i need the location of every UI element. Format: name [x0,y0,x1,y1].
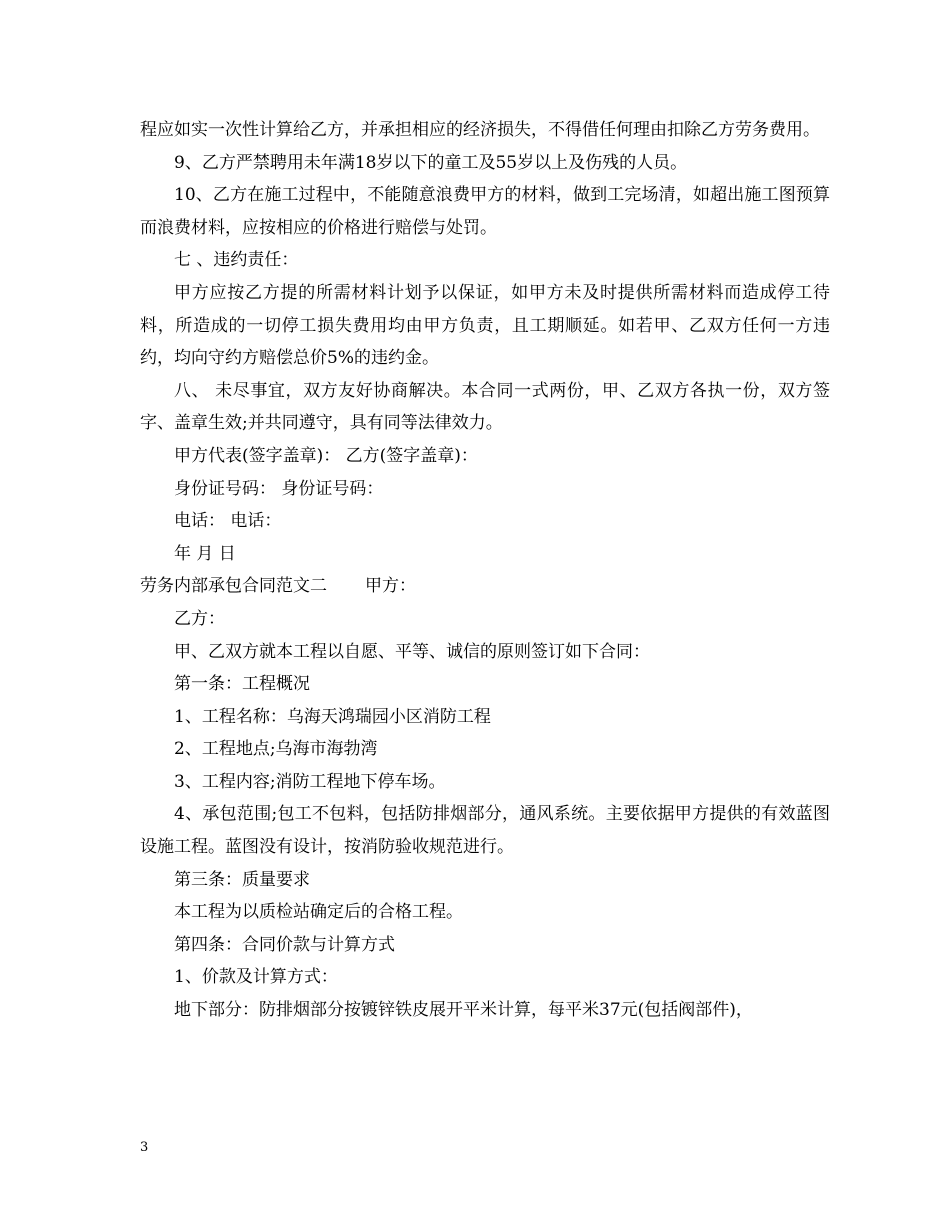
paragraph: 程应如实一次性计算给乙方，并承担相应的经济损失，不得借任何理由扣除乙方劳务费用。 [140,120,820,140]
section-heading-line [140,570,830,603]
paragraph: 甲方应按乙方提的所需材料计划予以保证，如甲方未及时提供所需材料而造成停工待料，所造成的一切停工损失费用均由甲方负责，且工期顺延。如若甲、乙双方任何一方违约，均向守约方赔偿总价5%的违约金。 [140,282,830,369]
paragraph: 甲、乙双方就本工程以自愿、平等、诚信的原则签订如下合同： [174,641,650,662]
paragraph: 乙方： [174,608,225,629]
paragraph: 2、工程地点;乌海市海勃湾 [174,739,378,760]
page-number: 3 [140,1140,149,1155]
paragraph: 1、工程名称：乌海天鸿瑞园小区消防工程 [174,706,491,727]
paragraph: 第三条：质量要求 [174,869,310,890]
paragraph: 年 月 日 [174,543,236,564]
paragraph: 本工程为以质检站确定后的合格工程。 [174,902,463,923]
paragraph-group-1 [140,114,830,570]
paragraph-group-2 [140,603,830,1027]
paragraph: 1、价款及计算方式： [174,967,338,988]
paragraph: 3、工程内容;消防工程地下停车场。 [174,771,446,792]
paragraph: 甲方代表(签字盖章)： 乙方(签字盖章)： [174,445,478,466]
paragraph: 身份证号码： 身份证号码： [174,478,384,499]
paragraph: 第四条：合同价款与计算方式 [174,934,395,955]
paragraph: 七 、违约责任： [174,250,299,271]
paragraph: 10、乙方在施工过程中，不能随意浪费甲方的材料，做到工完场清，如超出施工图预算而浪费材料，应按相应的价格进行赔偿与处罚。 [140,185,830,238]
section-title: 劳务内部承包合同范文二 [140,576,327,597]
paragraph: 八、 未尽事宜，双方友好协商解决。本合同一式两份，甲、乙双方各执一份，双方签字、盖章生效;并共同遵守，具有同等法律效力。 [140,380,830,434]
document-body [140,114,830,1027]
paragraph: 4、承包范围;包工不包料，包括防排烟部分，通风系统。主要依据甲方提供的有效蓝图设施工程。蓝图没有设计，按消防验收规范进行。 [140,804,830,858]
paragraph: 9、乙方严禁聘用未年满18岁以下的童工及55岁以上及伤残的人员。 [174,152,688,173]
party-a-label: 甲方： [365,576,416,597]
paragraph: 电话： 电话： [174,511,282,532]
paragraph: 第一条：工程概况 [174,674,310,695]
paragraph: 地下部分：防排烟部分按镀锌铁皮展开平米计算，每平米37元(包括阀部件)， [174,1000,753,1021]
